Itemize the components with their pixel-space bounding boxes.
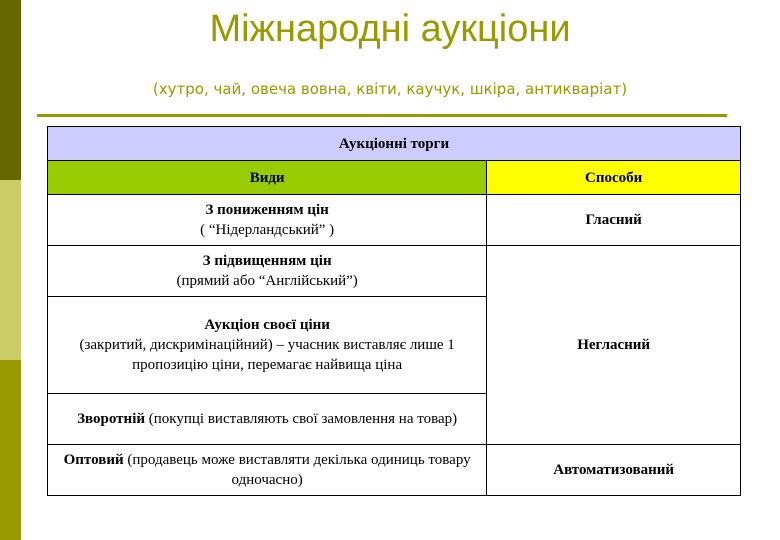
left-decor-bar-light [0,180,21,360]
title-divider [37,114,727,117]
type-name: З підвищенням цін [202,253,332,269]
table-subheader-row [48,161,741,195]
header-types: Види [48,161,487,195]
type-description: (продавець може виставляти декілька одиниць товару одночасно) [127,452,471,488]
type-name: Оптовий [63,452,124,468]
type-description: (прямий або “Англійський”) [176,273,358,289]
type-cell-wholesale [48,445,487,496]
slide-subtitle: (хутро, чай, овеча вовна, квіти, каучук, шкіра, антикваріат) [152,80,628,98]
type-cell-reverse [48,394,487,445]
table-header-row [48,127,741,161]
method-cell-automated: Автоматизований [487,445,741,496]
type-name: З пониженням цін [205,202,329,218]
type-cell-own-price [48,297,487,394]
type-cell-increasing [48,246,487,297]
type-description: (покупці виставляють свої замовлення на товар) [148,411,458,427]
slide-title: Міжнародні аукціони [209,8,571,50]
table-row [48,246,741,297]
type-cell-decreasing [48,195,487,246]
type-description: (закритий, дискримінаційний) – учасник виставляє лише 1 пропозицію ціни, перемагає найвища ціна [79,337,455,373]
type-name: Аукціон своєї ціни [204,317,330,333]
header-auction-trading: Аукціонні торги [48,127,741,161]
type-description: ( “Нідерландський” ) [200,222,335,238]
method-cell-nonpublic: Негласний [487,246,741,445]
header-methods: Способи [487,161,741,195]
left-decor-bar-mid [0,360,21,540]
auction-table [47,126,741,496]
method-cell-public: Гласний [487,195,741,246]
table-row [48,445,741,496]
type-name: Зворотній [77,411,146,427]
table-row [48,195,741,246]
